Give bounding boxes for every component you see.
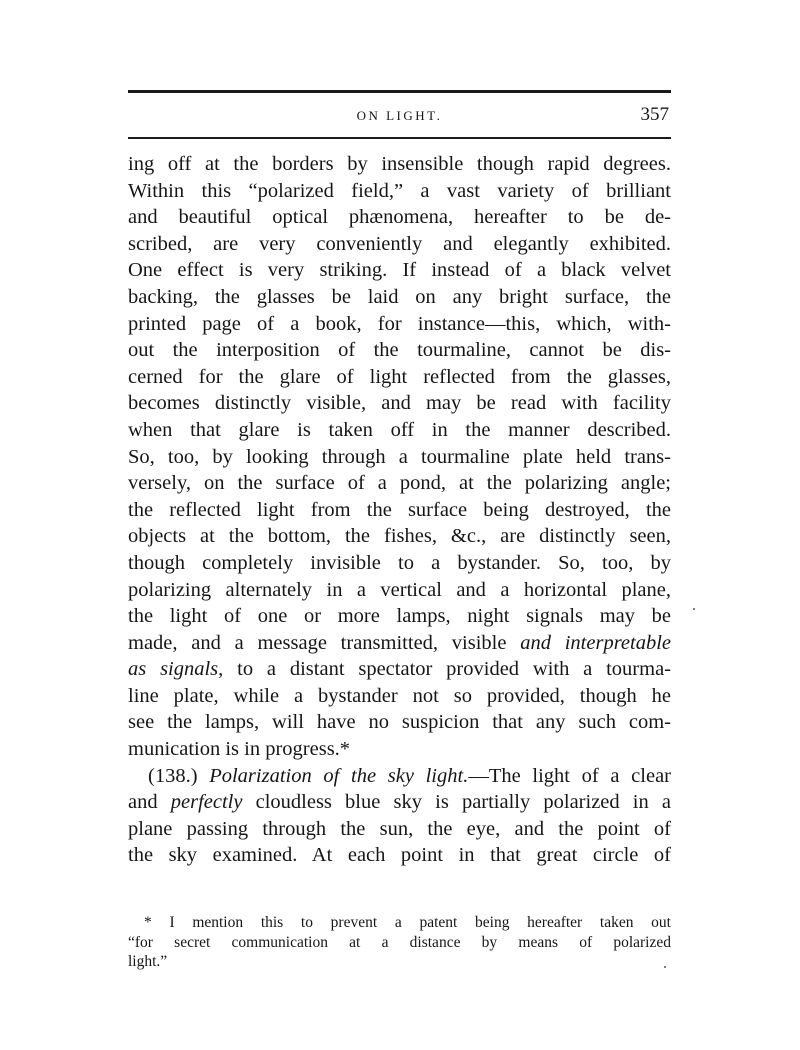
body-line: the reflected light from the surface being destroyed, the bbox=[128, 498, 671, 521]
italic-word: perfectly bbox=[170, 791, 243, 814]
body-line: So, too, by looking through a tourmaline plate held trans- bbox=[128, 445, 671, 468]
body-line: the sky examined. At each point in that great circle of bbox=[128, 844, 671, 867]
margin-speck bbox=[664, 966, 666, 968]
section-number: (138.) bbox=[148, 764, 210, 787]
body-line-text: to a distant spectator provided with a tourma- bbox=[223, 658, 672, 681]
body-line: plane passing through the sun, the eye, and the point of bbox=[128, 817, 671, 840]
body-line: when that glare is taken off in the manner described. bbox=[128, 418, 671, 441]
body-line: munication is in progress.* bbox=[128, 738, 351, 761]
running-head bbox=[128, 104, 671, 130]
body-line: becomes distinctly visible, and may be read with facility bbox=[128, 392, 671, 415]
header-rule-bottom bbox=[128, 137, 671, 139]
body-line bbox=[128, 630, 671, 657]
body-line: though completely invisible to a bystander. So, too, by bbox=[128, 551, 671, 574]
body-line-text: made, and a message transmitted, visible bbox=[128, 631, 521, 654]
body-line: polarizing alternately in a vertical and a horizontal plane, bbox=[128, 578, 671, 601]
body-line bbox=[128, 656, 671, 683]
footnote-line: * I mention this to prevent a patent being hereafter taken out bbox=[144, 914, 671, 931]
body-line: backing, the glasses be laid on any bright surface, the bbox=[128, 285, 671, 308]
section-heading-line bbox=[128, 763, 671, 790]
body-line: objects at the bottom, the fishes, &c., are distinctly seen, bbox=[128, 525, 671, 548]
body-line: and beautiful optical phænomena, hereafter to be de- bbox=[128, 206, 671, 229]
body-line: One effect is very striking. If instead of a black velvet bbox=[128, 259, 671, 282]
body-line: line plate, while a bystander not so provided, though he bbox=[128, 684, 671, 707]
footnote-line: “for secret communication at a distance by means of polarized bbox=[128, 933, 671, 951]
body-text bbox=[128, 151, 671, 869]
body-line: printed page of a book, for instance—this, which, with- bbox=[128, 312, 671, 335]
body-line-text: —The light of a clear bbox=[468, 764, 672, 787]
page-number: 357 bbox=[640, 104, 669, 125]
body-line: see the lamps, will have no suspicion that any such com- bbox=[128, 711, 671, 734]
body-line: ing off at the borders by insensible though rapid degrees. bbox=[128, 153, 671, 175]
italic-phrase: as signals, bbox=[128, 658, 224, 681]
body-line: out the interposition of the tourmaline, cannot be dis- bbox=[128, 339, 671, 362]
body-line-text: and bbox=[128, 791, 171, 814]
footnote-line: light.” bbox=[128, 953, 168, 970]
running-title: ON LIGHT. bbox=[356, 108, 443, 123]
section-title: Polarization of the sky light. bbox=[209, 764, 469, 787]
body-line: the light of one or more lamps, night signals may be bbox=[128, 605, 671, 628]
footnote bbox=[128, 913, 671, 972]
body-line: scribed, are very conveniently and elegantly exhibited. bbox=[128, 232, 671, 255]
body-line-text: cloudless blue sky is partially polarized in a bbox=[242, 791, 671, 814]
body-line bbox=[128, 789, 671, 816]
body-line: versely, on the surface of a pond, at the polarizing angle; bbox=[128, 472, 671, 495]
italic-phrase: and interpretable bbox=[520, 631, 671, 654]
body-line: Within this “polarized field,” a vast variety of brilliant bbox=[128, 179, 671, 202]
margin-speck bbox=[693, 608, 695, 610]
body-line: cerned for the glare of light reflected from the glasses, bbox=[128, 365, 671, 388]
header-rule-top bbox=[128, 90, 671, 93]
